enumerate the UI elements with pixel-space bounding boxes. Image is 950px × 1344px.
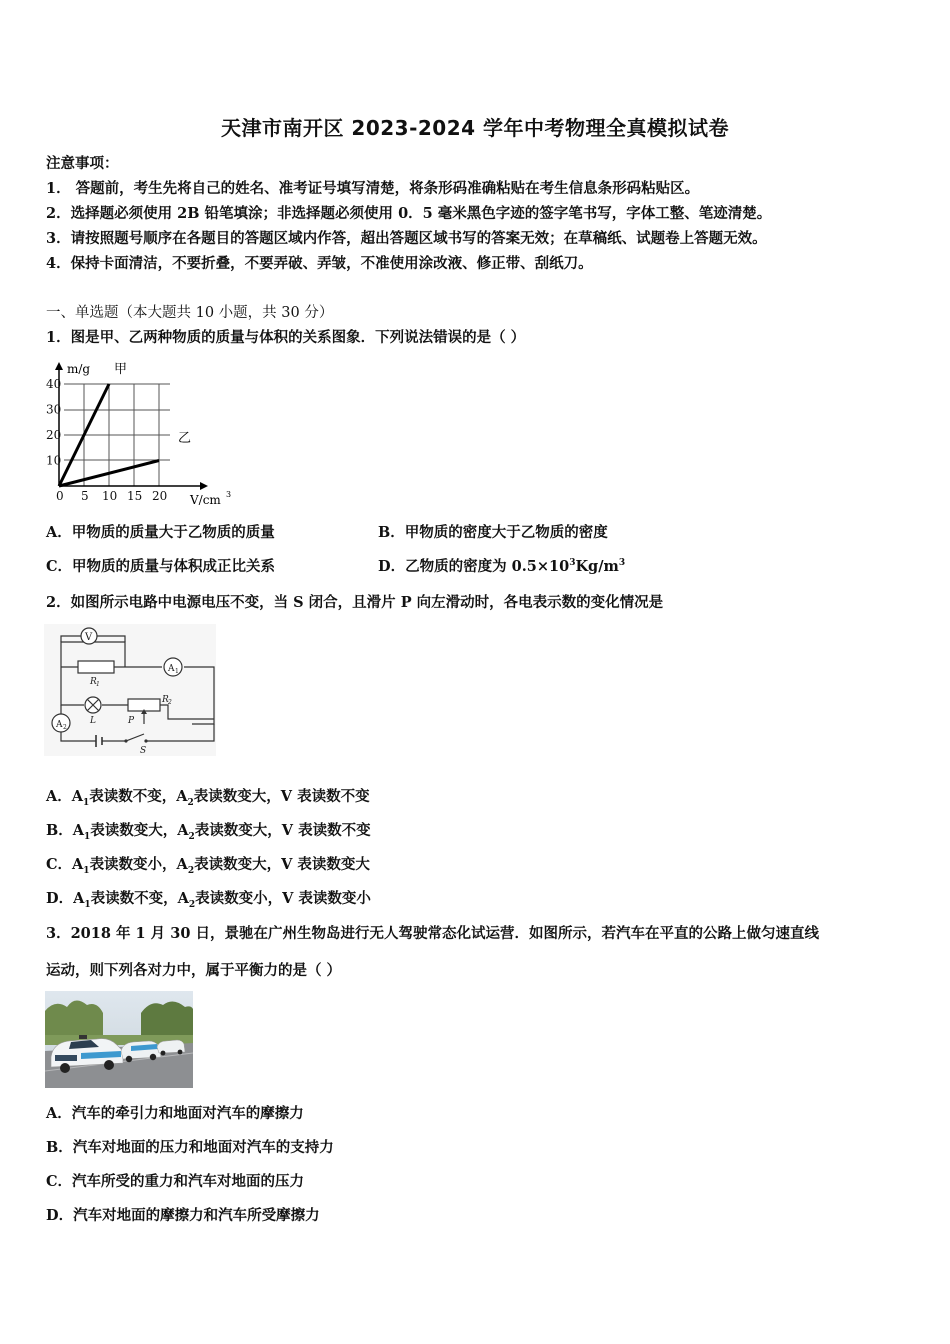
label-a2-sub: 2	[63, 724, 67, 731]
page-title: 天津市南开区 2023-2024 学年中考物理全真模拟试卷	[220, 116, 730, 140]
section-heading: 一、单选题（本大题共 10 小题，共 30 分）	[46, 305, 334, 321]
q1-option-b[interactable]: B．甲物质的密度大于乙物质的密度	[378, 524, 608, 541]
notice-item: 2．选择题必须使用 2B 铅笔填涂；非选择题必须使用 0．5 毫米黑色字迹的签字笔书写，字体工整、笔迹清楚。	[46, 205, 772, 222]
series-label-yi: 乙	[178, 431, 192, 446]
q1-option-c[interactable]: C．甲物质的质量与体积成正比关系	[46, 558, 276, 575]
opt-mid: 表读数变小，A	[89, 856, 188, 873]
y-tick-label: 30	[46, 402, 62, 417]
x-tick-label: 0	[56, 489, 64, 503]
q2-stem: 2．如图所示电路中电源电压不变，当 S 闭合，且滑片 P 向左滑动时，各电表示数的变化情况是	[46, 594, 664, 611]
notice-item: 4．保持卡面清洁，不要折叠，不要弄破、弄皱，不准使用涂改液、修正带、刮纸刀。	[46, 255, 593, 272]
opt-end: 表读数变大，V 表读数变大	[194, 856, 370, 873]
opt-key: D．A	[46, 890, 85, 907]
autonomous-car-photo	[45, 991, 193, 1088]
opt-sub: 2	[188, 831, 195, 842]
q1-option-d-sup2: 3	[618, 558, 626, 569]
circuit-diagram	[44, 624, 216, 756]
x-axis-label-sup: 3	[226, 490, 232, 499]
q1-option-d-unit: Kg/m	[575, 558, 619, 575]
q2-option-c[interactable]	[46, 853, 370, 876]
mass-volume-graph	[40, 356, 240, 510]
y-axis-arrow	[55, 362, 63, 370]
opt-end: 表读数变大，V 表读数不变	[194, 822, 371, 839]
label-r1-sub: 1	[96, 681, 100, 688]
y-axis-label: m/g	[67, 362, 91, 376]
q2-option-d[interactable]	[46, 887, 371, 910]
q3-stem-line1: 3．2018 年 1 月 30 日，景驰在广州生物岛进行无人驾驶常态化试运营．如图所示，若汽车在平直的公路上做匀速直线	[46, 925, 819, 942]
switch-pivot	[124, 739, 127, 742]
opt-mid: 表读数变大，A	[90, 822, 189, 839]
opt-sub: 2	[188, 899, 196, 910]
opt-key: C．A	[46, 856, 84, 873]
notice-heading: 注意事项：	[46, 155, 119, 172]
y-tick-label: 10	[46, 453, 62, 468]
notice-item: 3．请按照题号顺序在各题目的答题区域内作答，超出答题区域书写的答案无效；在草稿纸、试题卷上答题无效。	[46, 230, 767, 247]
opt-mid: 表读数不变，A	[89, 788, 188, 805]
label-p: P	[128, 716, 135, 726]
q1-stem: 1．图是甲、乙两种物质的质量与体积的关系图象．下列说法错误的是（ ）	[46, 329, 526, 346]
opt-end: 表读数变小，V 表读数变小	[195, 890, 371, 907]
switch-contact	[144, 739, 147, 742]
opt-sub: 1	[84, 899, 91, 910]
label-v: V	[85, 632, 93, 643]
label-l: L	[90, 716, 96, 726]
q2-option-b[interactable]	[46, 819, 371, 842]
x-tick-label: 20	[152, 489, 168, 503]
x-axis-label: V/cm	[190, 493, 221, 507]
q1-option-d[interactable]	[378, 555, 625, 576]
q3-option-a[interactable]: A．汽车的牵引力和地面对汽车的摩擦力	[46, 1105, 304, 1122]
q1-option-d-sup: 3	[569, 558, 576, 569]
notice-item: 1． 答题前，考生先将自己的姓名、准考证号填写清楚，将条形码准确粘贴在考生信息条形码粘贴区。	[46, 180, 700, 197]
opt-mid: 表读数不变，A	[90, 890, 189, 907]
q3-option-b[interactable]: B．汽车对地面的压力和地面对汽车的支持力	[46, 1139, 334, 1156]
label-a2: A	[56, 720, 63, 730]
label-a1: A	[168, 664, 175, 674]
q2-option-a[interactable]	[46, 785, 370, 808]
q3-stem-line2: 运动，则下列各对力中，属于平衡力的是（ ）	[46, 962, 342, 979]
label-a1-sub: 1	[175, 668, 179, 675]
series-label-jia: 甲	[114, 362, 128, 377]
opt-sub: 1	[84, 831, 91, 842]
q1-option-a[interactable]: A．甲物质的质量大于乙物质的质量	[46, 524, 275, 541]
opt-sub: 1	[83, 797, 90, 808]
opt-sub: 1	[83, 865, 90, 876]
y-tick-label: 40	[46, 377, 62, 391]
opt-sub: 2	[187, 865, 195, 876]
x-tick-label: 15	[127, 489, 143, 503]
opt-key: B．A	[46, 822, 85, 839]
q3-option-c[interactable]: C．汽车所受的重力和汽车对地面的压力	[46, 1173, 305, 1190]
opt-sub: 2	[187, 797, 194, 808]
label-r2: R	[162, 695, 169, 705]
circuit-background	[44, 624, 216, 756]
x-axis-arrow	[200, 482, 208, 490]
q3-option-d[interactable]: D．汽车对地面的摩擦力和汽车所受摩擦力	[46, 1207, 320, 1224]
y-tick-label: 20	[46, 428, 62, 442]
x-tick-label: 10	[102, 489, 118, 503]
label-r2-sub: 2	[168, 699, 172, 706]
resistor-r1	[78, 661, 114, 673]
opt-end: 表读数变大，V 表读数不变	[193, 788, 370, 805]
q1-option-d-text: D．乙物质的密度为 0.5×10	[378, 558, 570, 575]
x-tick-label: 5	[81, 489, 89, 503]
label-s: S	[140, 746, 147, 756]
opt-key: A．A	[46, 788, 84, 805]
label-r1: R	[90, 677, 97, 687]
